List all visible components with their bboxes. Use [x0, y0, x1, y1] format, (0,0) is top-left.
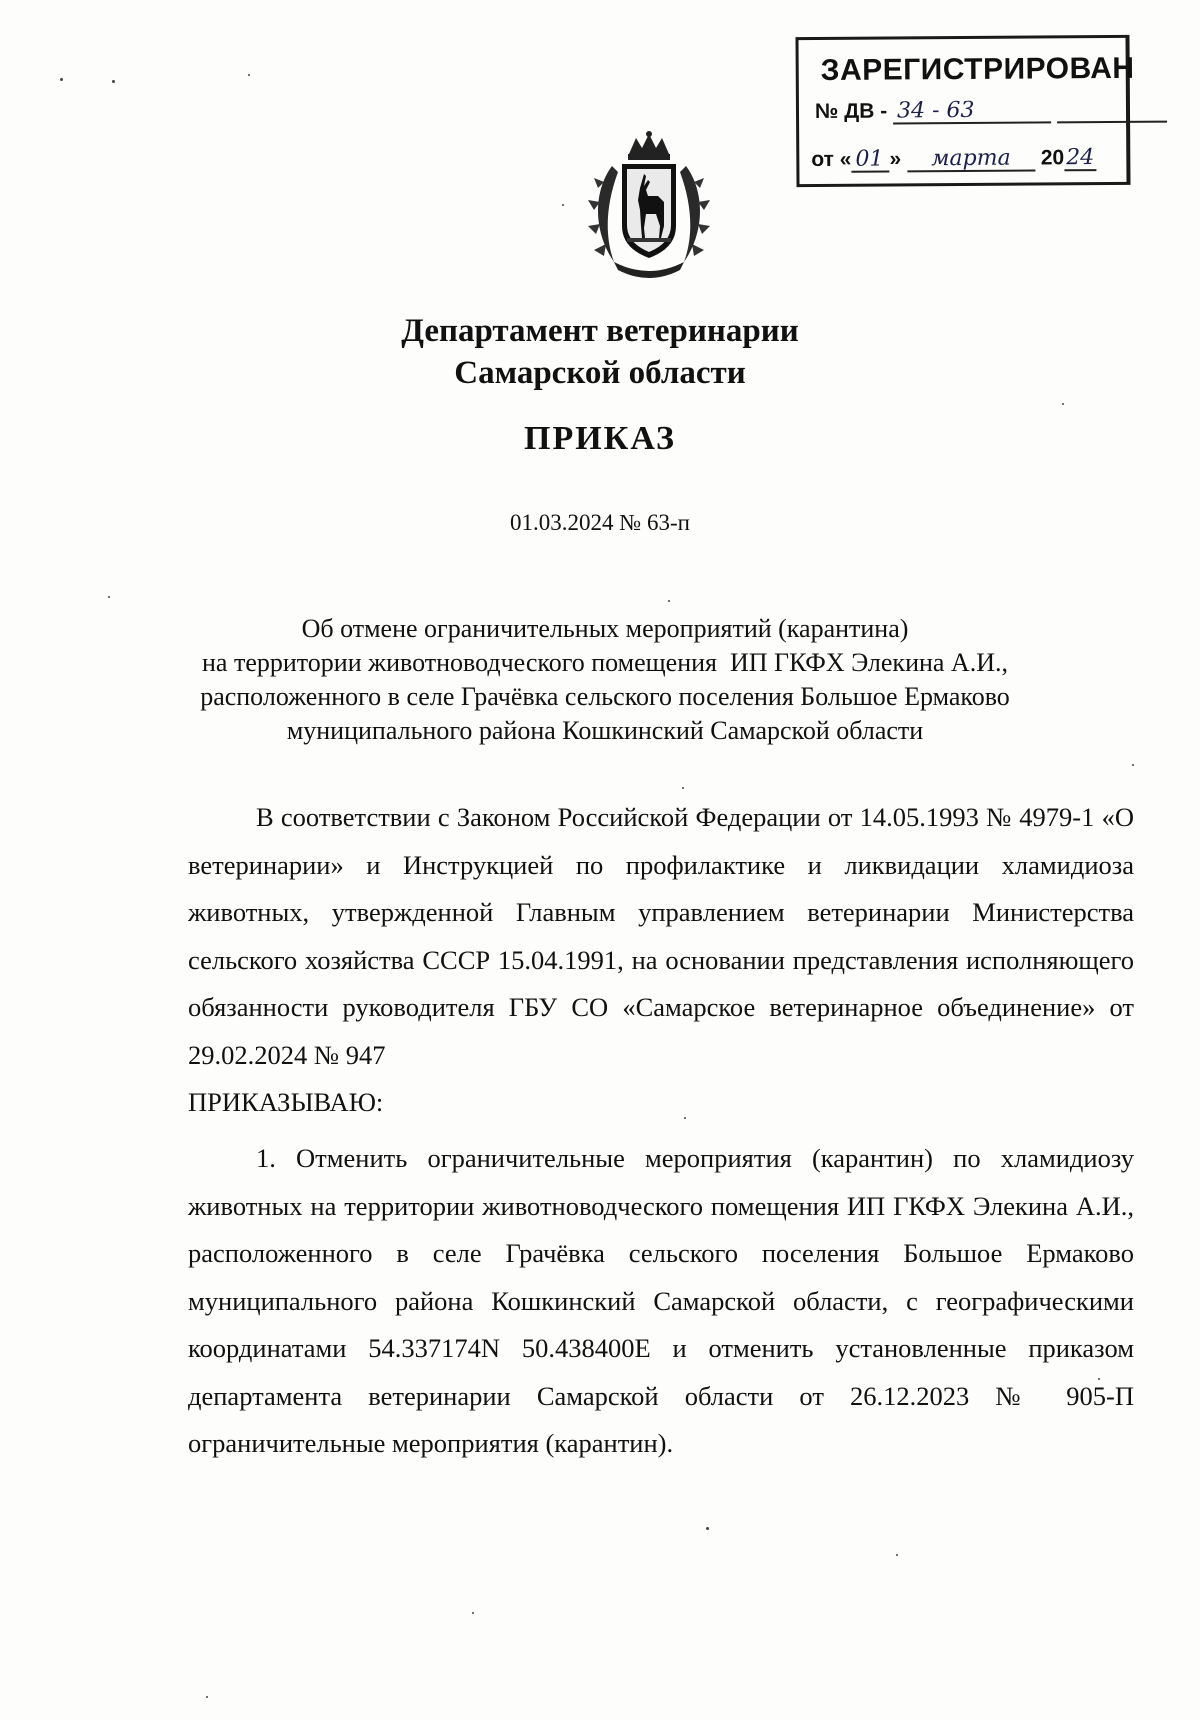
subject-line-2: на территории животноводческого помещения ИП ГКФХ Элекина А.И., [202, 648, 1008, 677]
stamp-number-row [815, 98, 1167, 125]
stamp-date-mid: » [889, 147, 902, 171]
preamble-paragraph: В соответствии с Законом Российской Федерации от 14.05.1993 № 4979-1 «О ветеринарии» и Инструкцией по профилактике и ликвидации хламидиоза животных, утвержденной Главным управлением ветеринарии Министерства сельского хозяйства СССР 15.04.1991, на основании представления исполняющего обязанности руководителя ГБУ СО «Самарское ветеринарное объединение» от 29.02.2024 № 947 [188, 802, 1134, 1070]
department-line-2: Самарской области [454, 355, 746, 391]
order-items [188, 1135, 1134, 1468]
document-date-number: 01.03.2024 № 63-п [510, 510, 690, 535]
department-line-1: Департамент ветеринарии [401, 313, 799, 349]
scan-speck [562, 204, 564, 206]
subject-line-1: Об отмене ограничительных мероприятий (карантина) [301, 614, 909, 643]
scan-speck [668, 600, 670, 602]
preamble-block [188, 794, 1134, 1127]
document-subject [150, 612, 1060, 748]
scan-speck [896, 1554, 898, 1556]
scan-speck [206, 1696, 208, 1698]
stamp-date-year-suffix: 24 [1064, 147, 1096, 171]
subject-line-3: расположенного в селе Грачёвка сельского поселения Большое Ермаково [200, 682, 1010, 711]
scan-speck [1062, 403, 1064, 405]
scan-speck [248, 74, 250, 76]
stamp-date-prefix: от « [811, 147, 852, 172]
stamp-date-day: 01 [851, 149, 889, 173]
scan-speck [472, 1612, 474, 1614]
scan-speck [1132, 764, 1134, 766]
stamp-date-month: марта [907, 147, 1035, 172]
stamp-number-line [1057, 99, 1167, 124]
scan-speck [112, 80, 115, 83]
department-title [0, 310, 1200, 394]
order-item-1: 1. Отменить ограничительные мероприятия (карантин) по хламидиозу животных на территории животноводческого помещения ИП ГКФХ Элекина А.И., расположенного в селе Грачёвка сельского поселения Большое Ермаково муниципального района Кошкинский Самарской области, с географическими координатами 54.337174N 50.438400E и отменить установленные приказом департамента ветеринарии Самарской области от 26.12.2023 № 905-П ограничительные мероприятия (карантин). [188, 1143, 1134, 1458]
stamp-number-label: № ДВ - [814, 99, 888, 124]
stamp-date-year-prefix: 20 [1040, 146, 1065, 170]
scan-speck [60, 78, 63, 81]
registration-stamp [795, 35, 1135, 187]
stamp-title: ЗАРЕГИСТРИРОВАН [820, 51, 1135, 87]
subject-line-4: муниципального района Кошкинский Самарской области [286, 716, 924, 745]
scan-speck [706, 1527, 709, 1530]
stamp-number-value: 34 - 63 [893, 99, 1051, 124]
samara-coat-of-arms-icon [584, 130, 714, 278]
scan-speck [108, 596, 110, 598]
document-type: ПРИКАЗ [524, 420, 676, 457]
order-word: ПРИКАЗЫВАЮ: [188, 1087, 384, 1117]
scan-speck [682, 787, 684, 789]
stamp-date-row [811, 146, 1096, 173]
